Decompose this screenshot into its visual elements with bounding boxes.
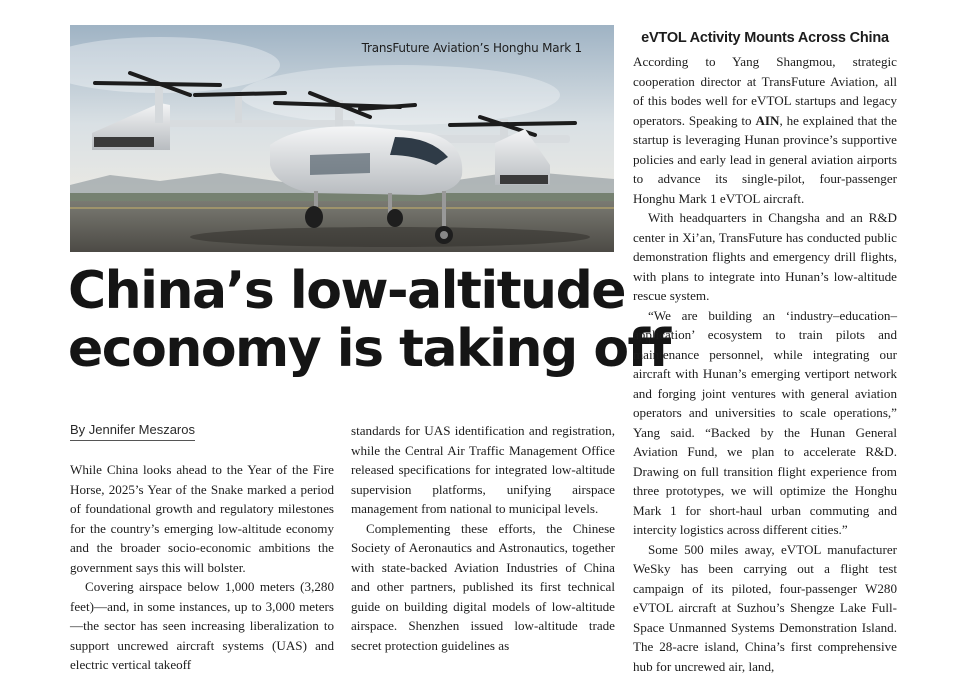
paragraph: Complementing these efforts, the Chinese Society of Aeronautics and Astronautics, together with state-backed Aviation Industries of China and other partners, published its first technical guide on building digital models of low-altitude airspace. Shenzhen issued low-altitude trade secret protection guidelines as [351,520,615,653]
paragraph-text: , he explained that the startup is leveraging Hunan province’s supportive policies and early lead in general aviation airports to advance its single-pilot, four-passenger Honghu Mark 1 eVTOL aircraft. [633,112,897,206]
paragraph [633,52,897,208]
body-column-3 [633,52,897,676]
publication-name: AIN [755,112,780,128]
paragraph: “We are building an ‘industry–education–application’ ecosystem to train pilots and maintenance personnel, while integrating our aircraft with Hunan’s emerging vertiport network and forging joint ventures with general aviation operators and universities to scale operations,” Yang said. “Backed by the Hunan General Aviation Fund, we plan to accelerate R&D. Drawing on full transition flight experience from three prototypes, we will optimize the Honghu Mark 1 for short-haul urban commuting and intercity logistics across different cities.” [633,307,897,537]
paragraph: With headquarters in Changsha and an R&D center in Xi’an, TransFuture has conducted public demonstration flights and emergency drill flights, with plans to integrate into Hunan’s low-altitude rescue system. [633,210,897,303]
paragraph: While China looks ahead to the Year of the Fire Horse, 2025’s Year of the Snake marked a period of foundational growth and regulatory milestones for the country’s emerging low-altitude economy and the broader socio-economic ambitions the government says this will bolster. [70,462,334,575]
photo-caption: TransFuture Aviation’s Honghu Mark 1 [361,41,582,55]
headline [68,261,670,379]
byline[interactable]: By Jennifer Meszaros [70,422,195,441]
section-heading: eVTOL Activity Mounts Across China [641,30,889,46]
body-column-2 [351,421,615,655]
paragraph-text: According to Yang Shangmou, strategic cooperation director at TransFuture Aviation, all of this bodes well for eVTOL startups and legacy operators. Speaking to [633,54,897,128]
evtol-aircraft-illustration [70,25,614,252]
paragraph: Some 500 miles away, eVTOL manufacturer WeSky has been carrying out a flight test campaign of its piloted, four-passenger W280 eVTOL aircraft at Suzhou’s Shengze Lake Full-Space Unmanned Systems Demonstration Island. The 28-acre island, China’s first comprehensive hub for uncrewed air, land, [633,541,897,674]
headline-line-1: China’s low-altitude [68,261,626,321]
paragraph: Covering airspace below 1,000 meters (3,280 feet)—and, in some instances, up to 3,000 meters—the sector has seen increasing liberalization to support uncrewed aircraft systems (UAS) and electric vertical takeoff [70,579,334,672]
paragraph: standards for UAS identification and registration, while the Central Air Traffic Management Office released specifications for integrated low-altitude supervision platforms, unifying airspace management from national to municipal levels. [351,423,615,516]
article-photo [70,25,614,252]
headline-line-2: economy is taking off [68,319,670,379]
body-column-1 [70,460,334,675]
